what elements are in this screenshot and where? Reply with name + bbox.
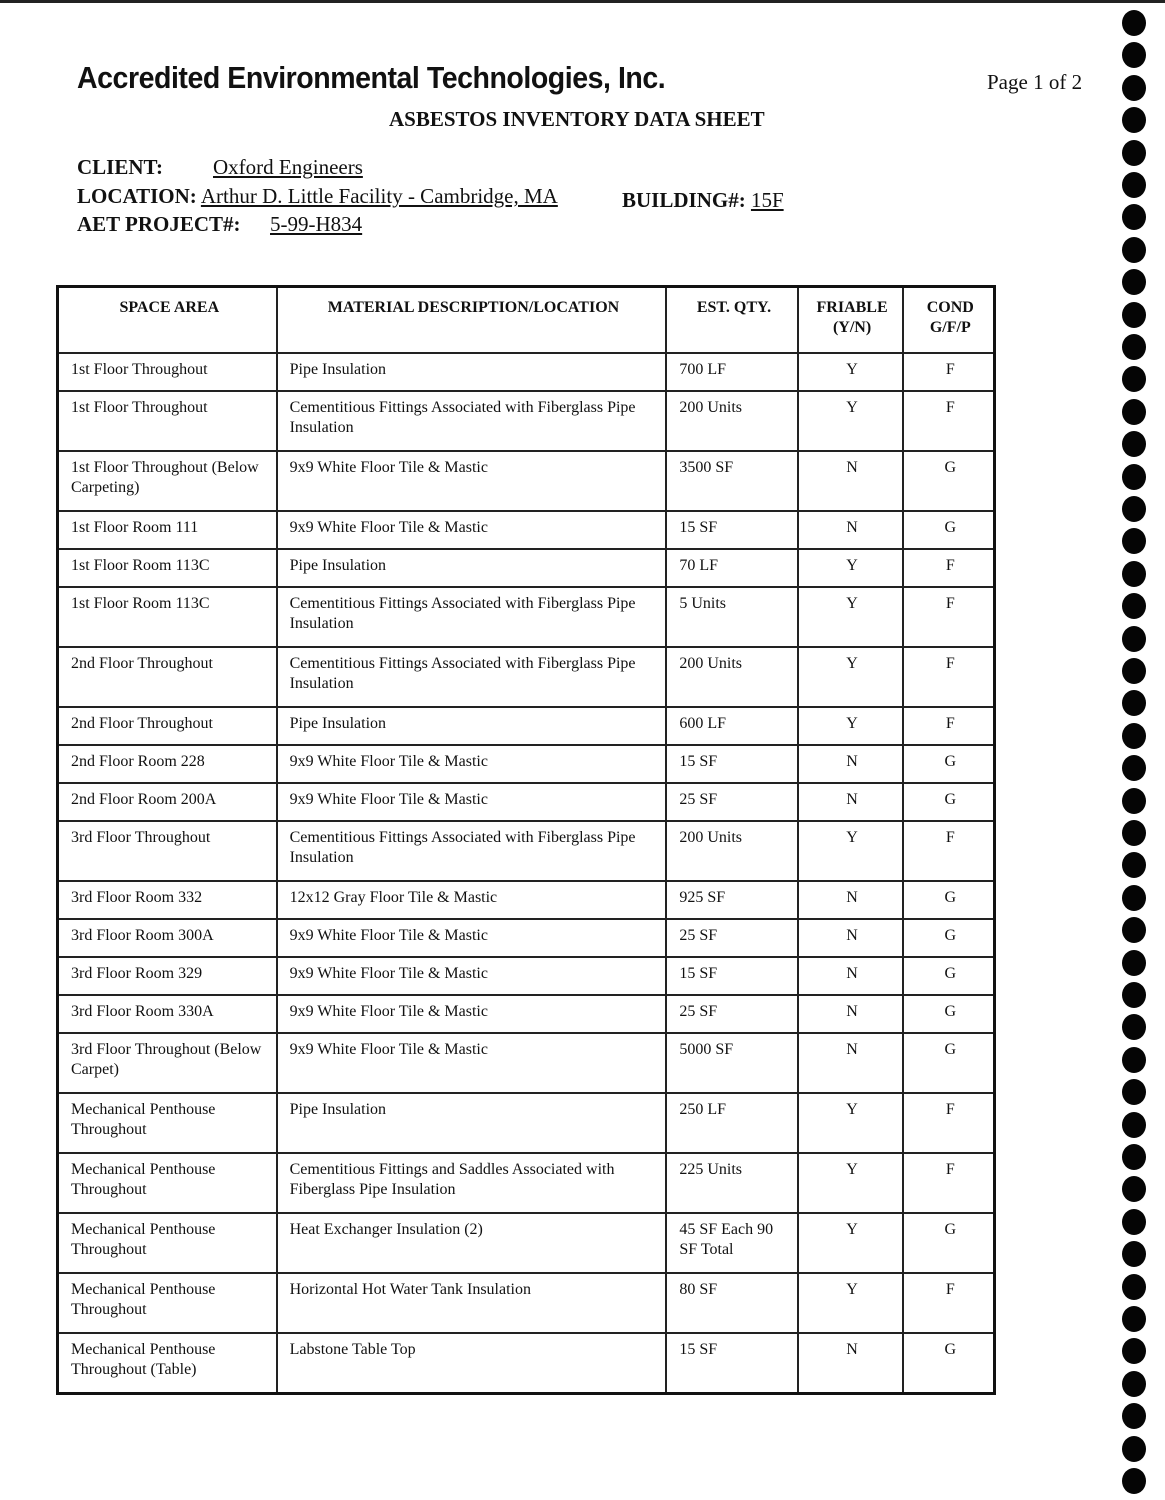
table-row	[58, 783, 995, 821]
punch-hole-dot	[1122, 755, 1146, 781]
cell-area: 3rd Floor Throughout	[58, 821, 277, 881]
project-value: 5-99-H834	[270, 212, 363, 236]
cell-material: 9x9 White Floor Tile & Mastic	[277, 451, 667, 511]
punch-hole-dot	[1122, 204, 1146, 230]
location-value: Arthur D. Little Facility - Cambridge, MA	[200, 184, 558, 208]
punch-hole-dot	[1122, 723, 1146, 749]
punch-hole-dot	[1122, 1306, 1146, 1332]
table-row	[58, 745, 995, 783]
header-space-area: SPACE AREA	[58, 287, 277, 354]
header-cond	[903, 287, 995, 354]
punch-hole-dot	[1122, 528, 1146, 554]
location-field	[77, 184, 558, 209]
table-body	[58, 353, 995, 1394]
cell-cond: F	[903, 1153, 995, 1213]
cell-area: 1st Floor Throughout	[58, 353, 277, 391]
cell-qty: 70 LF	[666, 549, 797, 587]
punch-hole-dot	[1122, 982, 1146, 1008]
cell-qty: 5000 SF	[666, 1033, 797, 1093]
building-field	[622, 188, 784, 213]
cell-cond: G	[903, 745, 995, 783]
cell-area: 2nd Floor Throughout	[58, 707, 277, 745]
cell-material: 9x9 White Floor Tile & Mastic	[277, 919, 667, 957]
punch-hole-dot	[1122, 852, 1146, 878]
cell-cond: F	[903, 1093, 995, 1153]
punch-hole-dot	[1122, 1274, 1146, 1300]
punch-hole-dot	[1122, 917, 1146, 943]
table-row	[58, 587, 995, 647]
cell-friable: Y	[798, 549, 903, 587]
punch-hole-dot	[1122, 302, 1146, 328]
table-row	[58, 881, 995, 919]
header-qty: EST. QTY.	[666, 287, 797, 354]
sheet-title: ASBESTOS INVENTORY DATA SHEET	[389, 107, 765, 131]
table-header-row	[58, 287, 995, 354]
punch-hole-dot	[1122, 658, 1146, 684]
cell-friable: N	[798, 1033, 903, 1093]
cell-area: Mechanical Penthouse Throughout	[58, 1213, 277, 1273]
table-row	[58, 919, 995, 957]
building-value: 15F	[750, 188, 784, 212]
building-label: BUILDING#:	[622, 188, 746, 212]
punch-hole-dot	[1122, 172, 1146, 198]
cell-cond: G	[903, 451, 995, 511]
table-row	[58, 995, 995, 1033]
punch-hole-dot	[1122, 626, 1146, 652]
cell-area: 3rd Floor Room 329	[58, 957, 277, 995]
cell-qty: 200 Units	[666, 391, 797, 451]
punch-hole-dot	[1122, 107, 1146, 133]
cell-material: 9x9 White Floor Tile & Mastic	[277, 745, 667, 783]
client-field	[77, 155, 363, 180]
cell-material: 9x9 White Floor Tile & Mastic	[277, 957, 667, 995]
cell-qty: 600 LF	[666, 707, 797, 745]
cell-qty: 25 SF	[666, 783, 797, 821]
cell-cond: G	[903, 881, 995, 919]
punch-hole-dot	[1122, 1403, 1146, 1429]
cell-material: 9x9 White Floor Tile & Mastic	[277, 783, 667, 821]
table-row	[58, 1273, 995, 1333]
cell-friable: N	[798, 745, 903, 783]
cell-material: Cementitious Fittings Associated with Fiberglass Pipe Insulation	[277, 587, 667, 647]
cell-cond: F	[903, 549, 995, 587]
cell-cond: F	[903, 647, 995, 707]
cell-qty: 15 SF	[666, 957, 797, 995]
cell-area: 2nd Floor Throughout	[58, 647, 277, 707]
cell-friable: N	[798, 1333, 903, 1394]
cell-cond: G	[903, 919, 995, 957]
punch-hole-dot	[1122, 75, 1146, 101]
cell-material: 12x12 Gray Floor Tile & Mastic	[277, 881, 667, 919]
table-row	[58, 511, 995, 549]
punch-hole-dot	[1122, 431, 1146, 457]
table-row	[58, 647, 995, 707]
cell-qty: 25 SF	[666, 995, 797, 1033]
cell-friable: N	[798, 957, 903, 995]
cell-area: Mechanical Penthouse Throughout	[58, 1093, 277, 1153]
cell-friable: Y	[798, 587, 903, 647]
cell-area: 1st Floor Throughout (Below Carpeting)	[58, 451, 277, 511]
punch-hole-dot	[1122, 1338, 1146, 1364]
cell-material: Pipe Insulation	[277, 353, 667, 391]
cell-material: Cementitious Fittings Associated with Fiberglass Pipe Insulation	[277, 647, 667, 707]
table-row	[58, 1153, 995, 1213]
cell-cond: F	[903, 821, 995, 881]
cell-cond: G	[903, 511, 995, 549]
cell-cond: G	[903, 995, 995, 1033]
table-row	[58, 1213, 995, 1273]
cell-area: 1st Floor Room 113C	[58, 549, 277, 587]
punch-hole-dot	[1122, 237, 1146, 263]
cell-friable: Y	[798, 1213, 903, 1273]
cell-qty: 80 SF	[666, 1273, 797, 1333]
cell-friable: Y	[798, 353, 903, 391]
punch-hole-dot	[1122, 1144, 1146, 1170]
cell-friable: Y	[798, 1093, 903, 1153]
table-row	[58, 1093, 995, 1153]
punch-hole-dot	[1122, 788, 1146, 814]
header-friable-line2: (Y/N)	[832, 319, 872, 336]
cell-qty: 200 Units	[666, 821, 797, 881]
table-row	[58, 821, 995, 881]
cell-qty: 15 SF	[666, 511, 797, 549]
cell-area: 3rd Floor Room 332	[58, 881, 277, 919]
punch-hole-dot	[1122, 399, 1146, 425]
binder-punch-holes	[1120, 6, 1150, 1500]
cell-material: 9x9 White Floor Tile & Mastic	[277, 995, 667, 1033]
cell-material: Cementitious Fittings Associated with Fiberglass Pipe Insulation	[277, 821, 667, 881]
top-edge-rule	[0, 0, 1165, 3]
cell-qty: 3500 SF	[666, 451, 797, 511]
header-cond-line1: COND	[926, 299, 974, 316]
cell-cond: G	[903, 1033, 995, 1093]
cell-material: Pipe Insulation	[277, 707, 667, 745]
header-material: MATERIAL DESCRIPTION/LOCATION	[277, 287, 667, 354]
cell-area: 3rd Floor Room 300A	[58, 919, 277, 957]
punch-hole-dot	[1122, 1371, 1146, 1397]
punch-hole-dot	[1122, 464, 1146, 490]
punch-hole-dot	[1122, 496, 1146, 522]
cell-qty: 25 SF	[666, 919, 797, 957]
cell-friable: N	[798, 995, 903, 1033]
punch-hole-dot	[1122, 561, 1146, 587]
punch-hole-dot	[1122, 42, 1146, 68]
cell-cond: G	[903, 1333, 995, 1394]
cell-friable: Y	[798, 707, 903, 745]
punch-hole-dot	[1122, 690, 1146, 716]
punch-hole-dot	[1122, 593, 1146, 619]
cell-cond: G	[903, 783, 995, 821]
location-label: LOCATION:	[77, 184, 197, 208]
table-row	[58, 353, 995, 391]
cell-area: 1st Floor Room 111	[58, 511, 277, 549]
cell-area: 1st Floor Throughout	[58, 391, 277, 451]
punch-hole-dot	[1122, 1176, 1146, 1202]
cell-area: 1st Floor Room 113C	[58, 587, 277, 647]
header-friable	[798, 287, 903, 354]
punch-hole-dot	[1122, 1079, 1146, 1105]
cell-friable: N	[798, 783, 903, 821]
cell-qty: 200 Units	[666, 647, 797, 707]
cell-qty: 45 SF Each 90 SF Total	[666, 1213, 797, 1273]
asbestos-inventory-table	[56, 285, 996, 1395]
project-label: AET PROJECT#:	[77, 212, 241, 236]
client-label: CLIENT:	[77, 155, 163, 179]
header-friable-line1: FRIABLE	[816, 299, 888, 316]
punch-hole-dot	[1122, 1241, 1146, 1267]
cell-friable: Y	[798, 1273, 903, 1333]
client-value: Oxford Engineers	[213, 155, 363, 179]
punch-hole-dot	[1122, 885, 1146, 911]
company-name: Accredited Environmental Technologies, Inc.	[77, 60, 666, 95]
cell-material: Labstone Table Top	[277, 1333, 667, 1394]
cell-area: Mechanical Penthouse Throughout	[58, 1153, 277, 1213]
cell-area: Mechanical Penthouse Throughout	[58, 1273, 277, 1333]
punch-hole-dot	[1122, 820, 1146, 846]
table-row	[58, 1033, 995, 1093]
cell-qty: 225 Units	[666, 1153, 797, 1213]
cell-friable: Y	[798, 391, 903, 451]
cell-area: 2nd Floor Room 228	[58, 745, 277, 783]
header-cond-line2: G/F/P	[929, 319, 971, 336]
cell-material: Pipe Insulation	[277, 549, 667, 587]
cell-area: 3rd Floor Throughout (Below Carpet)	[58, 1033, 277, 1093]
cell-qty: 5 Units	[666, 587, 797, 647]
cell-cond: F	[903, 391, 995, 451]
punch-hole-dot	[1122, 1047, 1146, 1073]
cell-cond: F	[903, 353, 995, 391]
cell-friable: N	[798, 881, 903, 919]
punch-hole-dot	[1122, 1014, 1146, 1040]
cell-qty: 15 SF	[666, 745, 797, 783]
cell-cond: G	[903, 957, 995, 995]
cell-material: Cementitious Fittings and Saddles Associated with Fiberglass Pipe Insulation	[277, 1153, 667, 1213]
cell-cond: F	[903, 707, 995, 745]
cell-area: Mechanical Penthouse Throughout (Table)	[58, 1333, 277, 1394]
cell-friable: N	[798, 451, 903, 511]
cell-qty: 925 SF	[666, 881, 797, 919]
page-number: Page 1 of 2	[987, 70, 1083, 94]
punch-hole-dot	[1122, 140, 1146, 166]
punch-hole-dot	[1122, 1436, 1146, 1462]
cell-material: Pipe Insulation	[277, 1093, 667, 1153]
cell-cond: G	[903, 1213, 995, 1273]
punch-hole-dot	[1122, 366, 1146, 392]
cell-qty: 250 LF	[666, 1093, 797, 1153]
cell-material: 9x9 White Floor Tile & Mastic	[277, 511, 667, 549]
cell-material: Cementitious Fittings Associated with Fiberglass Pipe Insulation	[277, 391, 667, 451]
cell-qty: 700 LF	[666, 353, 797, 391]
cell-cond: F	[903, 587, 995, 647]
cell-cond: F	[903, 1273, 995, 1333]
punch-hole-dot	[1122, 1112, 1146, 1138]
project-field	[77, 212, 363, 237]
cell-material: Heat Exchanger Insulation (2)	[277, 1213, 667, 1273]
cell-area: 3rd Floor Room 330A	[58, 995, 277, 1033]
cell-area: 2nd Floor Room 200A	[58, 783, 277, 821]
cell-friable: N	[798, 511, 903, 549]
punch-hole-dot	[1122, 10, 1146, 36]
cell-friable: Y	[798, 821, 903, 881]
table-row	[58, 391, 995, 451]
table-row	[58, 707, 995, 745]
cell-friable: Y	[798, 1153, 903, 1213]
table-row	[58, 1333, 995, 1394]
punch-hole-dot	[1122, 334, 1146, 360]
cell-friable: N	[798, 919, 903, 957]
cell-material: 9x9 White Floor Tile & Mastic	[277, 1033, 667, 1093]
punch-hole-dot	[1122, 1209, 1146, 1235]
table-row	[58, 957, 995, 995]
punch-hole-dot	[1122, 269, 1146, 295]
cell-qty: 15 SF	[666, 1333, 797, 1394]
cell-material: Horizontal Hot Water Tank Insulation	[277, 1273, 667, 1333]
table-row	[58, 549, 995, 587]
cell-friable: Y	[798, 647, 903, 707]
punch-hole-dot	[1122, 950, 1146, 976]
punch-hole-dot	[1122, 1468, 1146, 1494]
table-row	[58, 451, 995, 511]
